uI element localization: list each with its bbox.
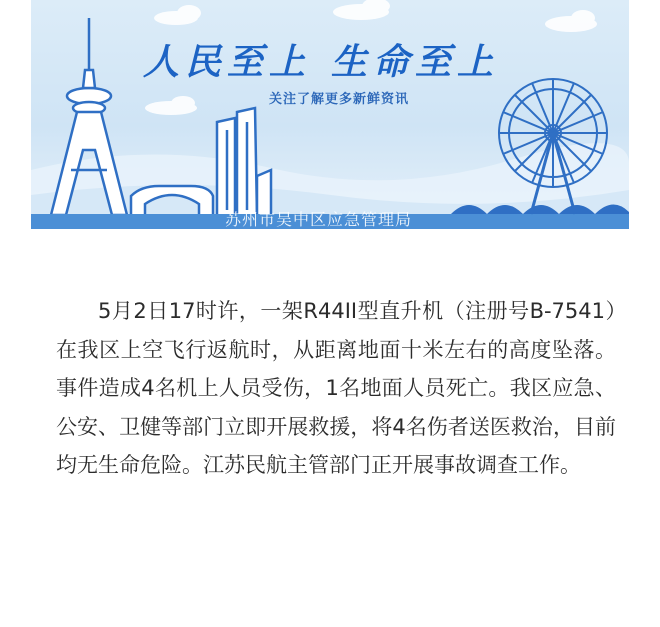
tagline: 关注了解更多新鲜资讯	[269, 92, 410, 107]
organization-name: 苏州市吴中区应急管理局	[225, 210, 413, 229]
slogan-part-1: 人民至上	[143, 41, 312, 83]
header-banner	[31, 0, 629, 229]
slogan-part-2: 生命至上	[331, 41, 500, 83]
skyscraper-icon	[217, 108, 271, 216]
slogan	[143, 34, 499, 85]
article-paragraph: 5月2日17时许，一架R44II型直升机（注册号B-7541）在我区上空飞行返航时，从距离地面十米左右的高度坠落。事件造成4名机上人员受伤，1名地面人员死亡。我区应急、公安、卫健等部门立即开展救援，将4名伤者送医救治，目前均无生命危险。江苏民航主管部门正开展事故调查工作。	[56, 299, 616, 477]
